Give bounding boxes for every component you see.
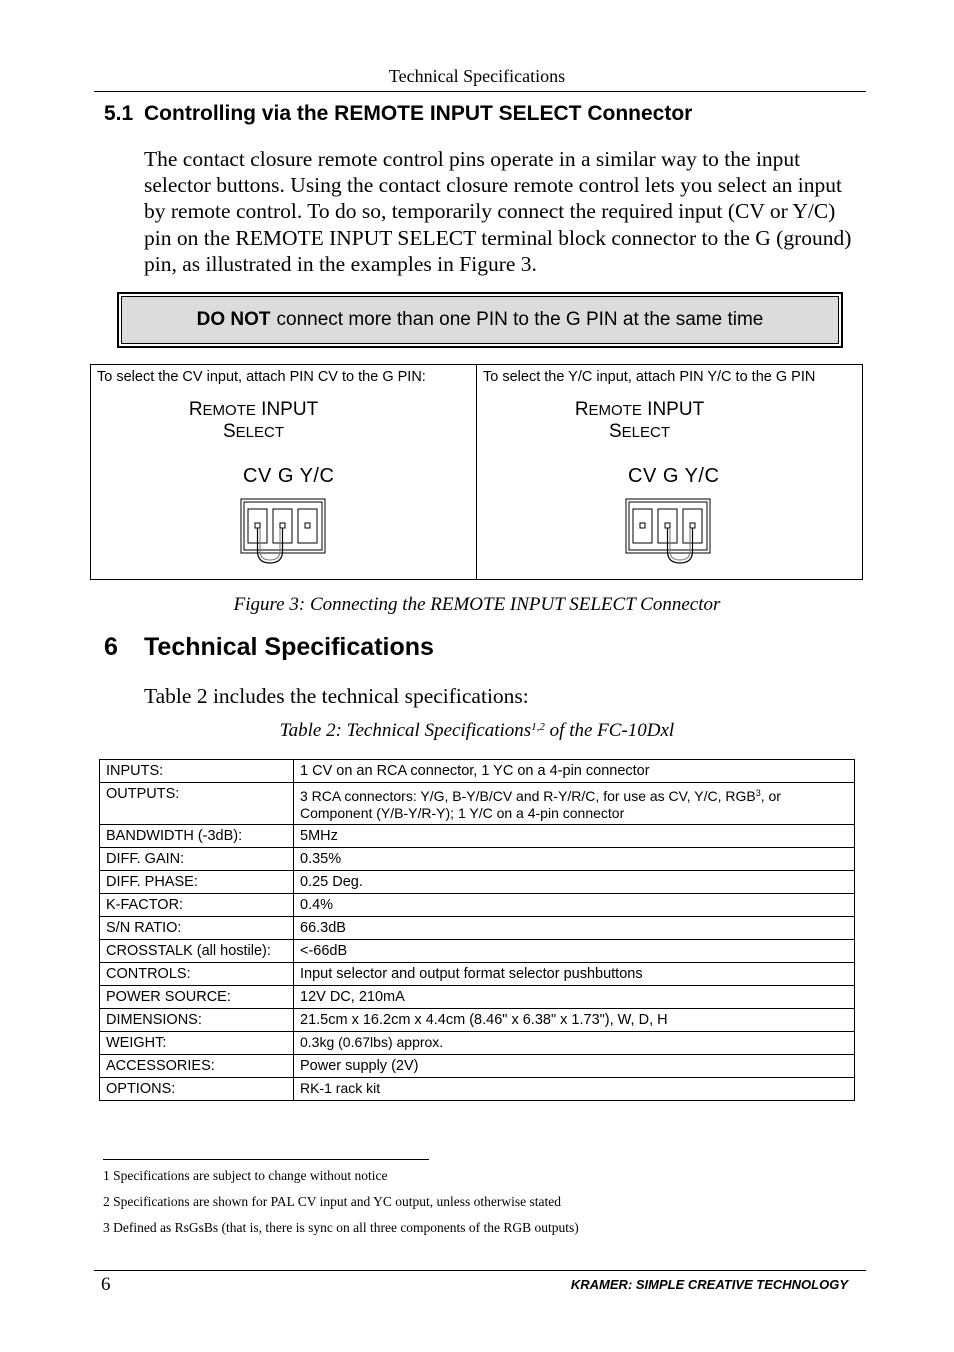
spec-value: 5MHz bbox=[294, 825, 855, 848]
running-header: Technical Specifications bbox=[388, 66, 566, 86]
footnote-3: 3 Defined as RsGsBs (that is, there is sync on all three components of the RGB outputs) bbox=[103, 1220, 579, 1235]
spec-label: CROSSTALK (all hostile): bbox=[100, 940, 294, 963]
section-5-1-heading bbox=[104, 102, 692, 126]
terminal-block-cv-jumper-icon bbox=[239, 497, 329, 567]
spec-value: 0.3kg (0.67lbs) approx. bbox=[294, 1032, 855, 1055]
footnote-rule bbox=[103, 1159, 429, 1160]
spec-value: 0.4% bbox=[294, 894, 855, 917]
section-5-1-paragraph: The contact closure remote control pins operate in a similar way to the input selector buttons. Using the contact closure remote control lets you select an input by remote control. To do so, temporarily connect the required input (CV or Y/C) pin on the REMOTE INPUT SELECT terminal block connector to the G (ground) pin, as illustrated in the examples in Figure 3. bbox=[144, 147, 852, 276]
figure-3-table bbox=[90, 364, 863, 580]
section-6-heading bbox=[104, 633, 434, 662]
figure-cell-caption: To select the CV input, attach PIN CV to the G PIN: bbox=[97, 369, 426, 385]
figure-cell-caption: To select the Y/C input, attach PIN Y/C to the G PIN bbox=[483, 369, 816, 385]
section-6-paragraph: Table 2 includes the technical specifications: bbox=[144, 684, 529, 708]
spec-label: BANDWIDTH (-3dB): bbox=[100, 825, 294, 848]
section-number: 5.1 bbox=[104, 102, 134, 125]
spec-value: Power supply (2V) bbox=[294, 1055, 855, 1078]
spec-value: 0.25 Deg. bbox=[294, 871, 855, 894]
spec-value: 21.5cm x 16.2cm x 4.4cm (8.46" x 6.38" x 1.73"), W, D, H bbox=[294, 1009, 855, 1032]
warning-text: connect more than one PIN to the G PIN at the same time bbox=[276, 309, 764, 330]
table-row bbox=[100, 1009, 855, 1032]
footnote-1: 1 Specifications are subject to change without notice bbox=[103, 1168, 388, 1183]
spec-label: S/N RATIO: bbox=[100, 917, 294, 940]
spec-value: 1 CV on an RCA connector, 1 YC on a 4-pin connector bbox=[294, 760, 855, 783]
table-row bbox=[100, 963, 855, 986]
specifications-table bbox=[99, 759, 855, 1101]
spec-value: RK-1 rack kit bbox=[294, 1078, 855, 1101]
section-number: 6 bbox=[104, 633, 118, 661]
table-row bbox=[100, 917, 855, 940]
section-title: Technical Specifications bbox=[144, 633, 434, 661]
table-row bbox=[100, 1078, 855, 1101]
warning-inner bbox=[121, 296, 839, 344]
spec-value: Input selector and output format selector pushbuttons bbox=[294, 963, 855, 986]
table-row bbox=[100, 986, 855, 1009]
pin-labels: CV G Y/C bbox=[628, 465, 720, 487]
table-row bbox=[100, 894, 855, 917]
pin-labels: CV G Y/C bbox=[243, 465, 335, 487]
warning-box bbox=[117, 292, 843, 348]
figure-cell-yc bbox=[476, 365, 862, 579]
spec-label: OUTPUTS: bbox=[100, 783, 294, 825]
section-title: Controlling via the REMOTE INPUT SELECT Connector bbox=[144, 102, 693, 125]
spec-value: 12V DC, 210mA bbox=[294, 986, 855, 1009]
footer-brand: KRAMER: SIMPLE CREATIVE TECHNOLOGY bbox=[570, 1277, 848, 1292]
spec-label: ACCESSORIES: bbox=[100, 1055, 294, 1078]
spec-value: 3 RCA connectors: Y/G, B-Y/B/CV and R-Y/R/C, for use as CV, Y/C, RGB$^3$, or Component (Y/B-Y/R-Y); 1 Y/C on a 4-pin connector bbox=[294, 783, 855, 825]
table-caption: Table 2: Technical Specifications$^{1,2}$ of the FC-10Dxl bbox=[279, 720, 675, 741]
table-row bbox=[100, 871, 855, 894]
connector-title: REMOTE INPUT SELECT bbox=[188, 399, 319, 442]
header-rule bbox=[94, 91, 866, 92]
table-row bbox=[100, 848, 855, 871]
spec-label: CONTROLS: bbox=[100, 963, 294, 986]
warning-bold: DO NOT bbox=[196, 309, 271, 330]
table-row bbox=[100, 1055, 855, 1078]
figure-cell-cv bbox=[91, 365, 476, 579]
footnote-2: 2 Specifications are shown for PAL CV input and YC output, unless otherwise stated bbox=[103, 1194, 561, 1209]
spec-label: WEIGHT: bbox=[100, 1032, 294, 1055]
spec-label: OPTIONS: bbox=[100, 1078, 294, 1101]
spec-label: DIFF. PHASE: bbox=[100, 871, 294, 894]
spec-label: DIFF. GAIN: bbox=[100, 848, 294, 871]
page-number: 6 bbox=[101, 1274, 111, 1295]
figure-caption: Figure 3: Connecting the REMOTE INPUT SELECT Connector bbox=[233, 594, 721, 615]
spec-label: DIMENSIONS: bbox=[100, 1009, 294, 1032]
spec-label: POWER SOURCE: bbox=[100, 986, 294, 1009]
footer-rule bbox=[94, 1270, 866, 1271]
spec-label: INPUTS: bbox=[100, 760, 294, 783]
spec-value: 66.3dB bbox=[294, 917, 855, 940]
connector-title: REMOTE INPUT SELECT bbox=[574, 399, 705, 442]
table-row bbox=[100, 825, 855, 848]
table-row bbox=[100, 783, 855, 825]
spec-value: <-66dB bbox=[294, 940, 855, 963]
spec-label: K-FACTOR: bbox=[100, 894, 294, 917]
terminal-block-yc-jumper-icon bbox=[624, 497, 714, 567]
table-row bbox=[100, 940, 855, 963]
table-row bbox=[100, 1032, 855, 1055]
spec-value: 0.35% bbox=[294, 848, 855, 871]
table-row bbox=[100, 760, 855, 783]
